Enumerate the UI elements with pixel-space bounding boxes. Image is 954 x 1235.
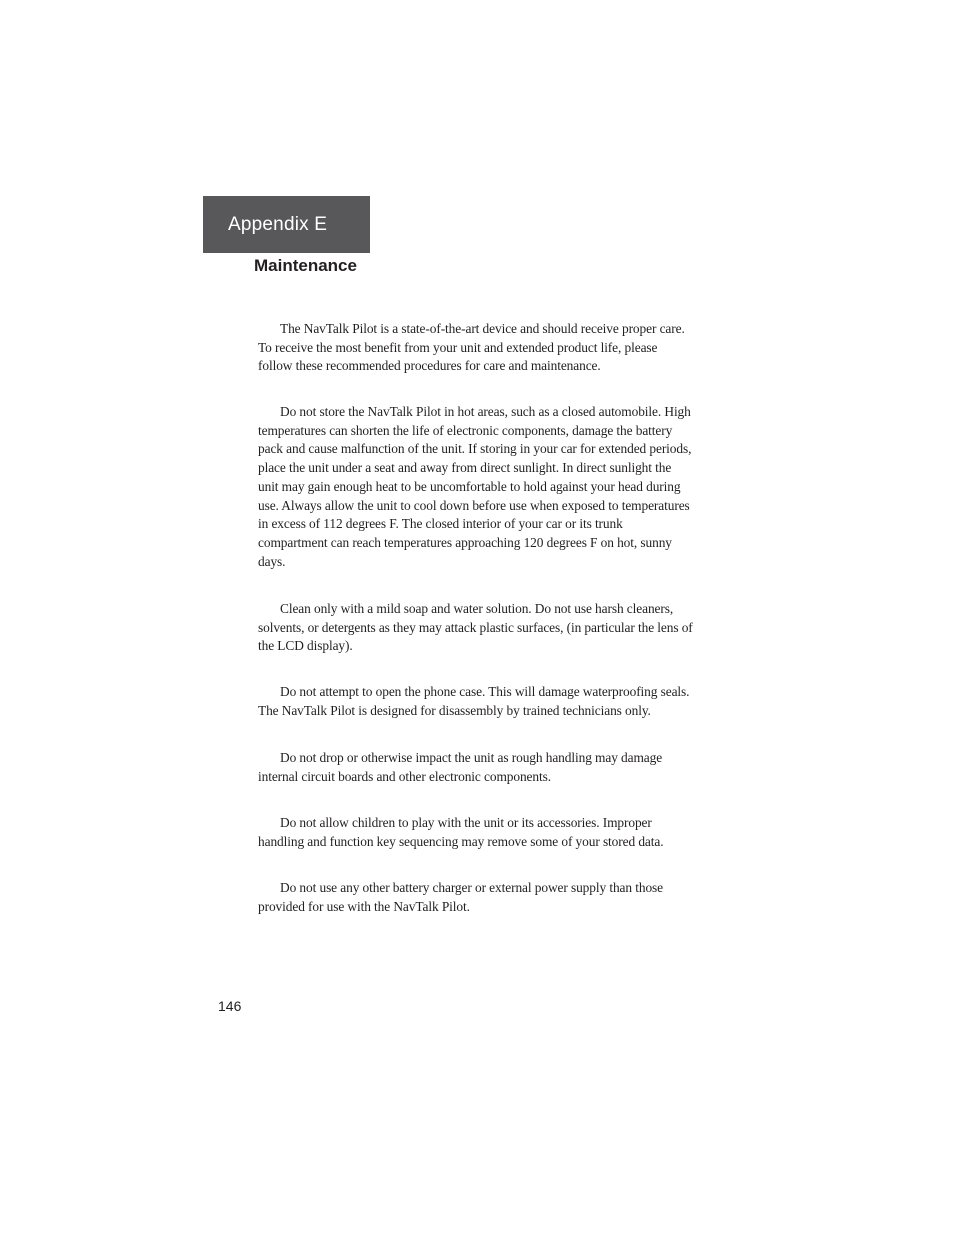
section-title: Maintenance: [254, 256, 357, 275]
appendix-label: Appendix E: [228, 213, 328, 235]
paragraph-drop-warning: Do not drop or otherwise impact the unit as rough handling may damage internal circuit boards and other electronic components.: [258, 750, 663, 784]
paragraph-charger-warning: Do not use any other battery charger or external power supply than those provided for use with the NavTalk Pilot.: [258, 880, 663, 914]
paragraph-intro: The NavTalk Pilot is a state-of-the-art device and should receive proper care. To receive the most benefit from your unit and extended product life, please follow these recommended procedures for care and maintenance.: [258, 321, 685, 374]
page-number: 146: [218, 998, 242, 1014]
paragraph-heat-warning: Do not store the NavTalk Pilot in hot areas, such as a closed automobile. High temperatures can shorten the life of electronic components, damage the battery pack and cause malfunction of the unit. If storing in your car for extended periods, place the unit under a seat and away from direct sunlight. In direct sunlight the unit may gain enough heat to be uncomfortable to hold against your head during use. Always allow the unit to cool down before use when exposed to temperatures in excess of 112 degrees F. The closed interior of your car or its trunk compartment can reach temperatures approaching 120 degrees F on hot, sunny days.: [258, 404, 692, 569]
paragraph-cleaning: Clean only with a mild soap and water solution. Do not use harsh cleaners, solvents, or detergents as they may attack plastic surfaces, (in particular the lens of the LCD display).: [258, 601, 693, 654]
appendix-tab: [203, 196, 370, 253]
paragraph-case-opening: Do not attempt to open the phone case. This will damage waterproofing seals. The NavTalk Pilot is designed for disassembly by trained technicians only.: [258, 684, 690, 718]
paragraph-children-warning: Do not allow children to play with the unit or its accessories. Improper handling and function key sequencing may remove some of your stored data.: [258, 815, 664, 849]
